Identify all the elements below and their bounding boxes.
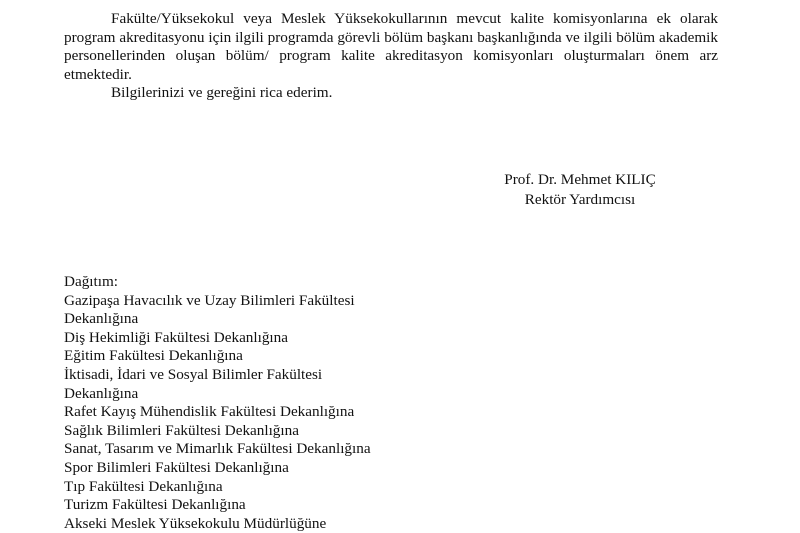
distribution-line: İktisadi, İdari ve Sosyal Bilimler Fakültesi	[64, 365, 323, 383]
distribution-line: Turizm Fakültesi Dekanlığına	[64, 496, 246, 514]
distribution-list	[64, 273, 371, 533]
distribution-line: Tıp Fakültesi Dekanlığına	[64, 477, 223, 495]
distribution-line: Spor Bilimleri Fakültesi Dekanlığına	[64, 458, 289, 476]
body-paragraph: Fakülte/Yüksekokul veya Meslek Yüksekokullarının mevcut kalite komisyonlarına ek olarak program akreditasyonu için ilgili programda görevli bölüm başkanı başkanlığında ve ilgili bölüm akademik personellerinden oluşan bölüm/ program kalite akreditasyon komisyonları oluşturmaları önem arz etmektedir.	[64, 10, 718, 83]
distribution-line: Diş Hekimliği Fakültesi Dekanlığına	[64, 328, 288, 346]
distribution-line: Akseki Meslek Yüksekokulu Müdürlüğüne	[64, 514, 327, 532]
signature-block	[460, 170, 700, 210]
closing-line: Bilgilerinizi ve gereğini rica ederim.	[111, 84, 333, 102]
signatory-name: Prof. Dr. Mehmet KILIÇ	[504, 171, 656, 188]
distribution-line: Rafet Kayış Mühendislik Fakültesi Dekanlığına	[64, 403, 355, 421]
distribution-line: Eğitim Fakültesi Dekanlığına	[64, 347, 243, 365]
distribution-line: Sağlık Bilimleri Fakültesi Dekanlığına	[64, 421, 299, 439]
distribution-line: Dekanlığına	[64, 310, 139, 328]
distribution-line: Dekanlığına	[64, 384, 139, 402]
signatory-title: Rektör Yardımcısı	[524, 191, 636, 208]
distribution-line: Gazipaşa Havacılık ve Uzay Bilimleri Fakültesi	[64, 291, 355, 309]
letter-body	[64, 10, 718, 103]
distribution-heading: Dağıtım:	[64, 273, 118, 290]
distribution-line: Sanat, Tasarım ve Mimarlık Fakültesi Dekanlığına	[64, 440, 371, 458]
